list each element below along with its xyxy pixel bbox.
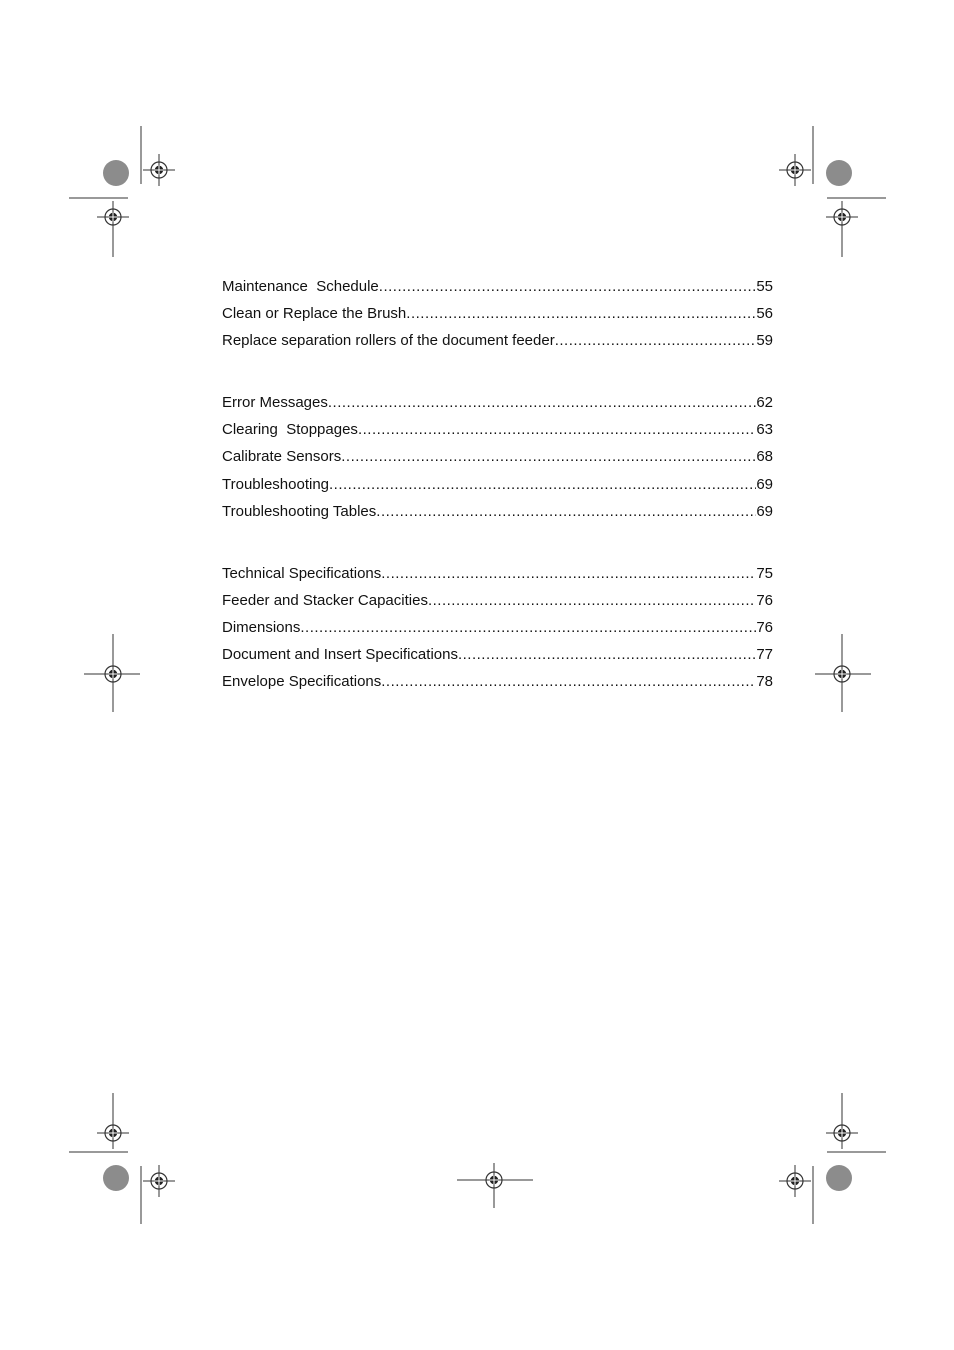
toc-leader-dots	[379, 277, 757, 296]
toc-leader-dots	[381, 564, 756, 583]
toc-entry-page: 77	[756, 646, 773, 664]
toc-entry-page: 69	[756, 502, 773, 520]
toc-entry-title: Error Messages	[222, 394, 328, 412]
crop-mark-middle-right	[815, 634, 871, 712]
toc-entry-page: 76	[756, 618, 773, 636]
toc-entry[interactable]	[222, 564, 773, 591]
toc-group-troubleshooting	[222, 393, 773, 529]
crop-mark-middle-left	[84, 634, 140, 712]
toc-entry-page: 69	[756, 475, 773, 493]
crop-mark-bottom-center	[457, 1163, 533, 1208]
crop-mark-top-left	[69, 126, 175, 257]
toc-leader-dots	[555, 331, 757, 350]
toc-entry[interactable]	[222, 331, 773, 358]
toc-entry[interactable]	[222, 502, 773, 529]
crop-mark-bottom-left	[69, 1093, 175, 1224]
toc-entry-title: Clearing Stoppages	[222, 421, 358, 439]
toc-group-specifications	[222, 564, 773, 700]
toc-entry-title: Envelope Specifications	[222, 673, 382, 691]
toc-entry-title: Dimensions	[222, 618, 301, 636]
toc-entry[interactable]	[222, 475, 773, 502]
toc-entry-page: 75	[756, 564, 773, 582]
crop-mark-bottom-right	[779, 1093, 886, 1224]
toc-leader-dots	[428, 591, 756, 610]
toc-leader-dots	[376, 502, 756, 521]
toc-group-spacer	[222, 529, 773, 564]
toc-entry[interactable]	[222, 645, 773, 672]
toc-entry-title: Clean or Replace the Brush	[222, 305, 407, 323]
toc-entry[interactable]	[222, 447, 773, 474]
toc-entry-page: 55	[756, 278, 773, 295]
toc-entry[interactable]	[222, 304, 773, 331]
toc-leader-dots	[458, 645, 756, 664]
toc-entry-page: 62	[756, 394, 773, 412]
toc-entry-title: Replace separation rollers of the document feeder	[222, 332, 555, 350]
toc-group-spacer	[222, 359, 773, 394]
toc-entry-page: 68	[756, 448, 773, 466]
toc-entry[interactable]	[222, 591, 773, 618]
toc-entry-title: Technical Specifications	[222, 564, 382, 582]
toc-group-maintenance	[222, 277, 773, 359]
toc-entry-title: Document and Insert Specifications	[222, 646, 458, 664]
toc-entry[interactable]	[222, 618, 773, 645]
toc-entry-page: 56	[756, 305, 773, 323]
toc-leader-dots	[341, 447, 756, 466]
toc-entry-title: Troubleshooting	[222, 475, 330, 493]
toc-entry-title: Calibrate Sensors	[222, 448, 342, 466]
toc-entry-title: Feeder and Stacker Capacities	[222, 591, 428, 609]
toc-entry-page: 63	[756, 421, 773, 439]
toc-leader-dots	[328, 393, 756, 412]
toc-entry-page: 59	[756, 332, 773, 350]
toc-entry-page: 76	[756, 591, 773, 609]
toc-entry[interactable]	[222, 420, 773, 447]
toc-entry-title: Maintenance Schedule	[222, 278, 379, 295]
toc-leader-dots	[406, 304, 756, 323]
toc-entry[interactable]	[222, 672, 773, 699]
crop-mark-top-right	[779, 126, 886, 257]
toc-leader-dots	[358, 420, 756, 439]
toc-leader-dots	[381, 672, 756, 691]
toc-leader-dots	[329, 475, 756, 494]
toc-leader-dots	[300, 618, 756, 637]
toc-entry-page: 78	[756, 673, 773, 691]
toc-entry[interactable]	[222, 277, 773, 304]
table-of-contents	[222, 277, 773, 699]
toc-entry[interactable]	[222, 393, 773, 420]
toc-entry-title: Troubleshooting Tables	[222, 502, 377, 520]
